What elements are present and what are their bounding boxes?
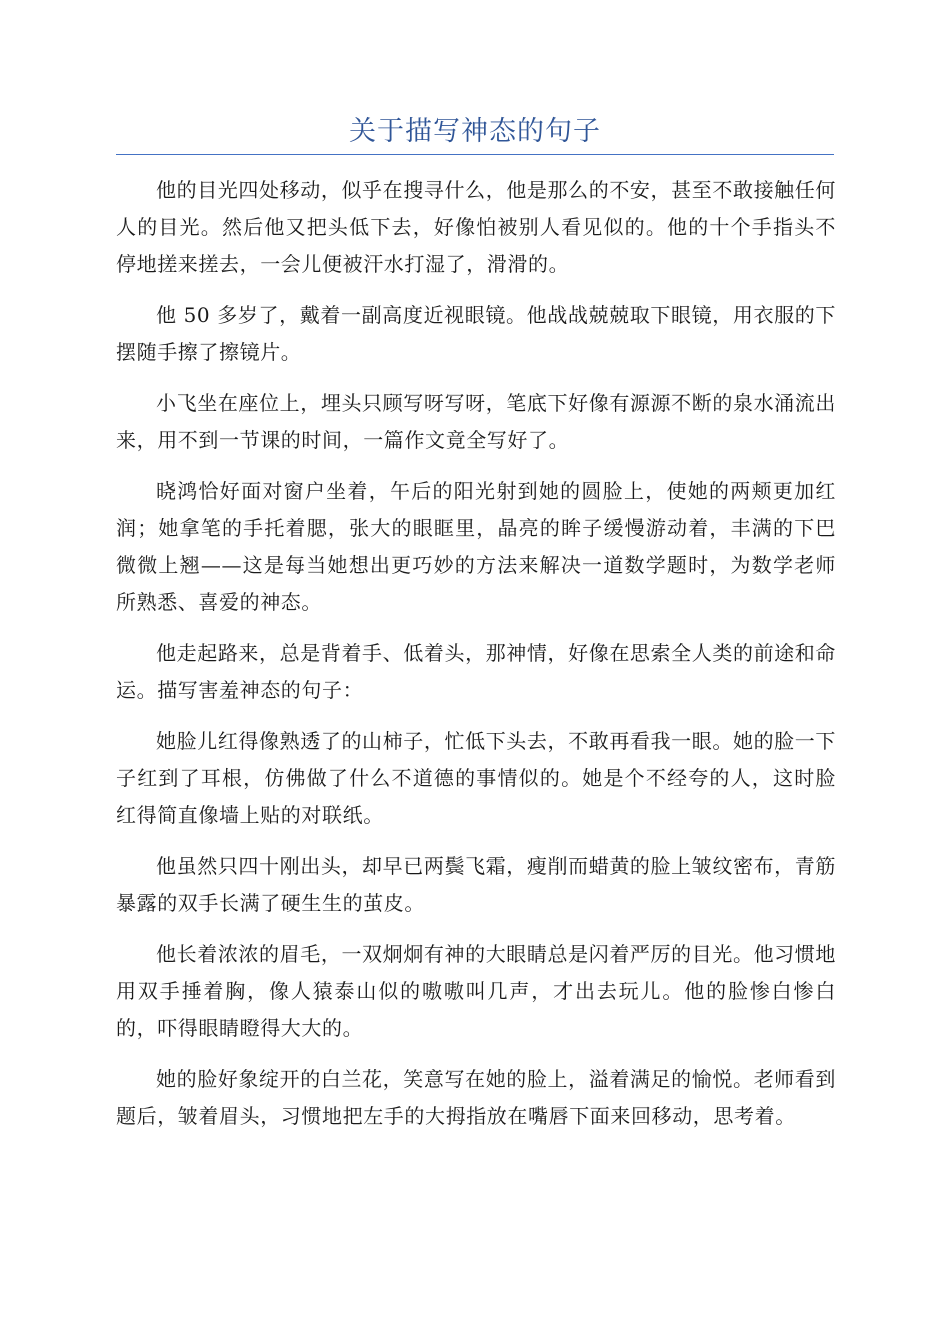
paragraph-3: 小飞坐在座位上，埋头只顾写呀写呀，笔底下好像有源源不断的泉水涌流出来，用不到一节课的时间，一篇作文竟全写好了。 (116, 391, 836, 452)
paragraph-8: 他长着浓浓的眉毛，一双炯炯有神的大眼睛总是闪着严厉的目光。他习惯地用双手捶着胸，像人猿泰山似的嗷嗷叫几声，才出去玩儿。他的脸惨白惨白的，吓得眼睛瞪得大大的。 (116, 942, 836, 1040)
paragraph-5: 他走起路来，总是背着手、低着头，那神情，好像在思索全人类的前途和命运。描写害羞神态的句子： (116, 641, 836, 702)
title-underline (116, 154, 834, 155)
document-body (116, 172, 836, 1149)
paragraph-2: 他 50 多岁了，戴着一副高度近视眼镜。他战战兢兢取下眼镜，用衣服的下摆随手擦了擦镜片。 (116, 303, 836, 364)
paragraph-9: 她的脸好象绽开的白兰花，笑意写在她的脸上，溢着满足的愉悦。老师看到题后，皱着眉头，习惯地把左手的大拇指放在嘴唇下面来回移动，思考着。 (116, 1067, 836, 1128)
paragraph-7: 他虽然只四十刚出头，却早已两鬓飞霜，瘦削而蜡黄的脸上皱纹密布，青筋暴露的双手长满了硬生生的茧皮。 (116, 854, 836, 915)
paragraph-4: 晓鸿恰好面对窗户坐着，午后的阳光射到她的圆脸上，使她的两颊更加红润；她拿笔的手托着腮，张大的眼眶里，晶亮的眸子缓慢游动着，丰满的下巴微微上翘——这是每当她想出更巧妙的方法来解决一道数学题时，为数学老师所熟悉、喜爱的神态。 (116, 479, 836, 614)
paragraph-6: 她脸儿红得像熟透了的山柿子，忙低下头去，不敢再看我一眼。她的脸一下子红到了耳根，仿佛做了什么不道德的事情似的。她是个不经夸的人，这时脸红得简直像墙上贴的对联纸。 (116, 729, 836, 827)
document-title: 关于描写神态的句子 (349, 116, 601, 147)
paragraph-1: 他的目光四处移动，似乎在搜寻什么，他是那么的不安，甚至不敢接触任何人的目光。然后他又把头低下去，好像怕被别人看见似的。他的十个手指头不停地搓来搓去，一会儿便被汗水打湿了，滑滑的。 (116, 178, 836, 276)
